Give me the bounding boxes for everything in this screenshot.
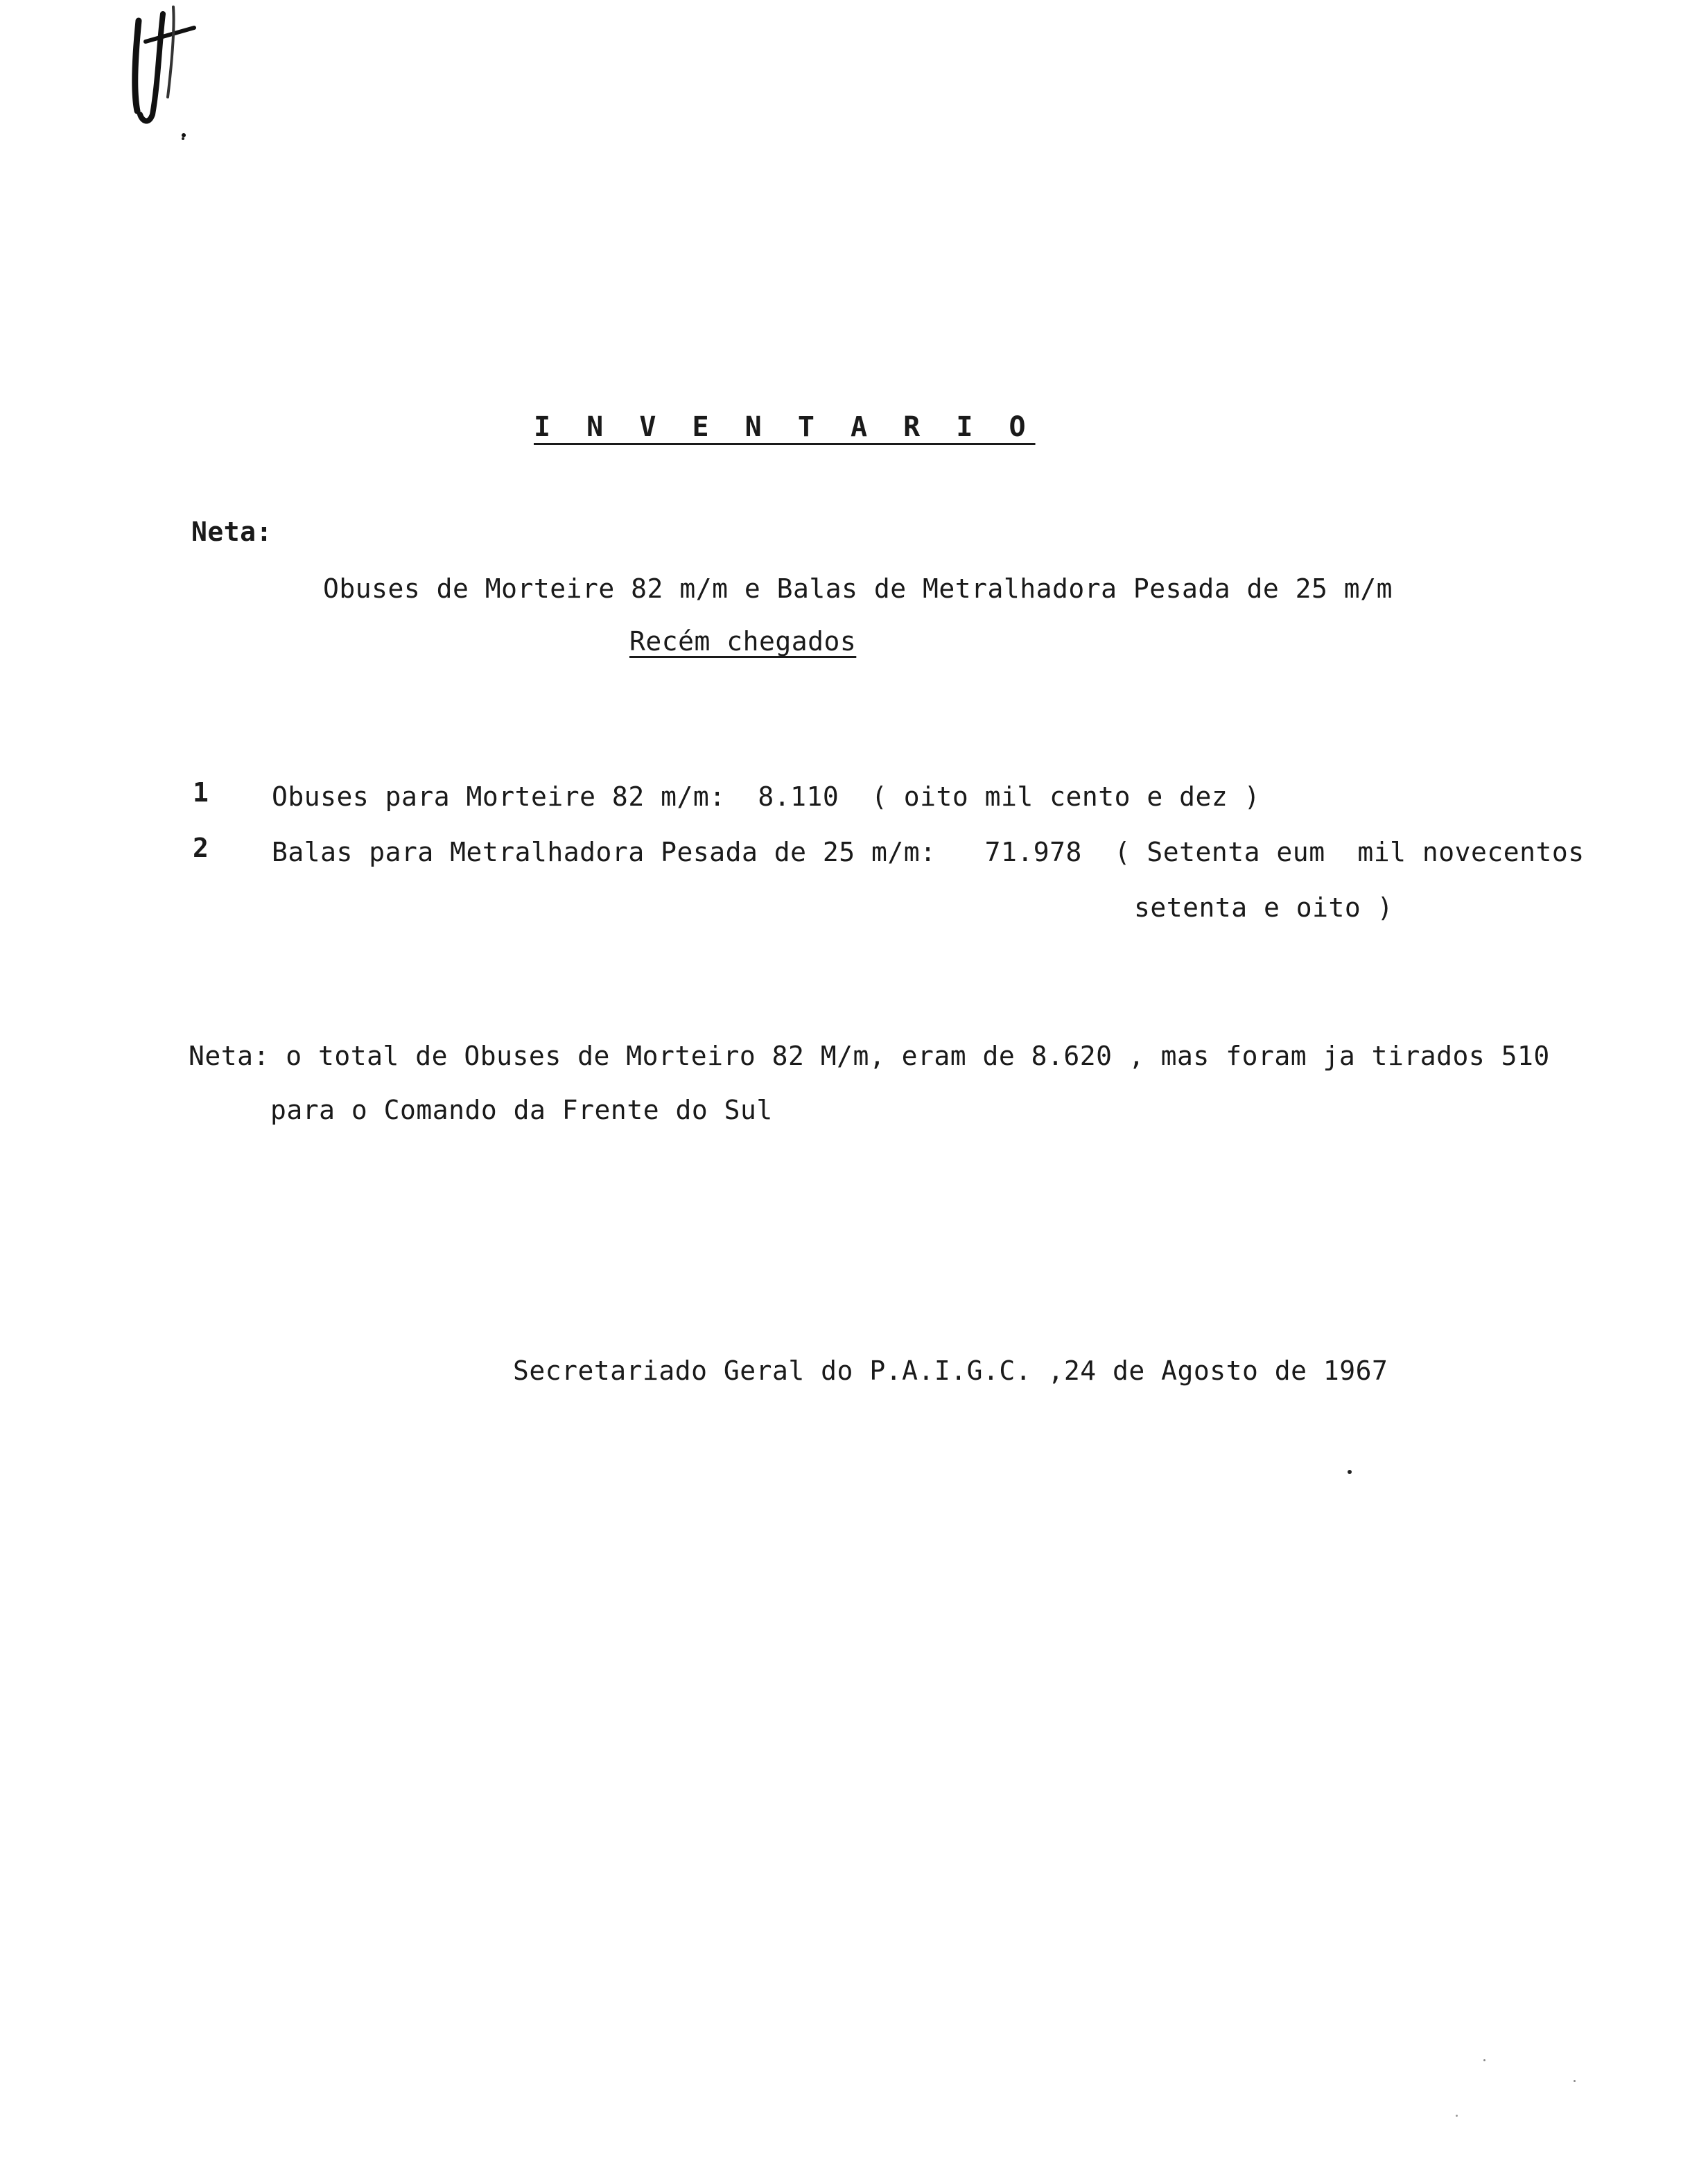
item-1-text: Obuses para Morteire 82 m/m: 8.110 ( oito mil cento e dez ) [272, 781, 1261, 812]
ink-speck [1483, 2059, 1485, 2061]
footnote-line-2: para o Comando da Frente do Sul [270, 1095, 773, 1125]
subtitle-line-2: Recém chegados [629, 626, 857, 657]
document-title: I N V E N T A R I O [534, 411, 1036, 443]
item-2-text: Balas para Metralhadora Pesada de 25 m/m: 71.978 ( Setenta eum mil novecentos [272, 837, 1585, 867]
subtitle-line-1: Obuses de Morteire 82 m/m e Balas de Metralhadora Pesada de 25 m/m [323, 573, 1393, 604]
footnote-line-1: Neta: o total de Obuses de Morteiro 82 M/m, eram de 8.620 , mas foram ja tirados 510 [189, 1041, 1550, 1071]
ink-speck [1348, 1470, 1352, 1474]
item-2-number: 2 [193, 833, 209, 863]
ink-speck [182, 137, 184, 140]
ink-speck [1574, 2080, 1576, 2082]
ink-speck [1456, 2115, 1458, 2117]
item-2-continuation: setenta e oito ) [1134, 892, 1394, 923]
item-1-number: 1 [193, 777, 209, 808]
signature-line: Secretariado Geral do P.A.I.G.C. ,24 de Agosto de 1967 [513, 1355, 1388, 1386]
handwritten-mark [125, 0, 215, 146]
note-label: Neta: [191, 517, 272, 547]
